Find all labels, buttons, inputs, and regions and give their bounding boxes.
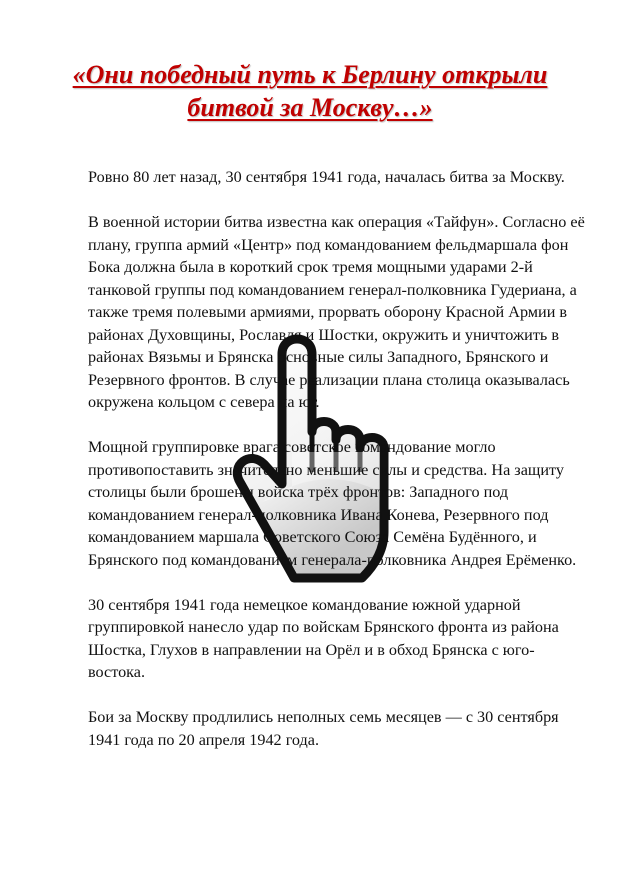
- paragraph: 30 сентября 1941 года немецкое командование южной ударной группировкой нанесло удар по войскам Брянского фронта из района Шостка, Глухов в направлении на Орёл и в обход Брянска с юго-востока.: [88, 595, 559, 681]
- paragraph: Бои за Москву продлились неполных семь месяцев — с 30 сентября 1941 года по 20 апреля 1942 года.: [88, 708, 559, 749]
- article-body: [88, 166, 588, 774]
- paragraph: В военной истории битва известна как операция «Тайфун». Согласно её плану, группа армий «Центр» под командованием фельдмаршала фон Бока должна была в короткий срок тремя мощными ударами 2-й танковой группы под командованием генерал-полковника Гудериана, а также тремя полевыми армиями, прорвать оборону Красной Армии в районах Духовщины, Рославля и Шостки, окружить и уничтожить в районах Вязьмы и Брянска основные силы Западного, Брянского и Резервного фронтов. В случае реализации плана столица оказывалась окружена кольцом с севера на юг.: [88, 213, 585, 411]
- paragraph: Мощной группировке врага советское командование могло противопоставить значительно меньшие силы и средства. На защиту столицы были брошены войска трёх фронтов: Западного под командованием генерал-полковника Ивана Конева, Резервного под командованием маршала Советского Союза Семёна Будённого, и Брянского под командованием генерала-полковника Андрея Ерёменко.: [88, 438, 577, 569]
- page-title: «Они победный путь к Берлину открыли битвой за Москву…»: [72, 60, 548, 122]
- paragraph: Ровно 80 лет назад, 30 сентября 1941 года, началась битва за Москву.: [88, 168, 565, 186]
